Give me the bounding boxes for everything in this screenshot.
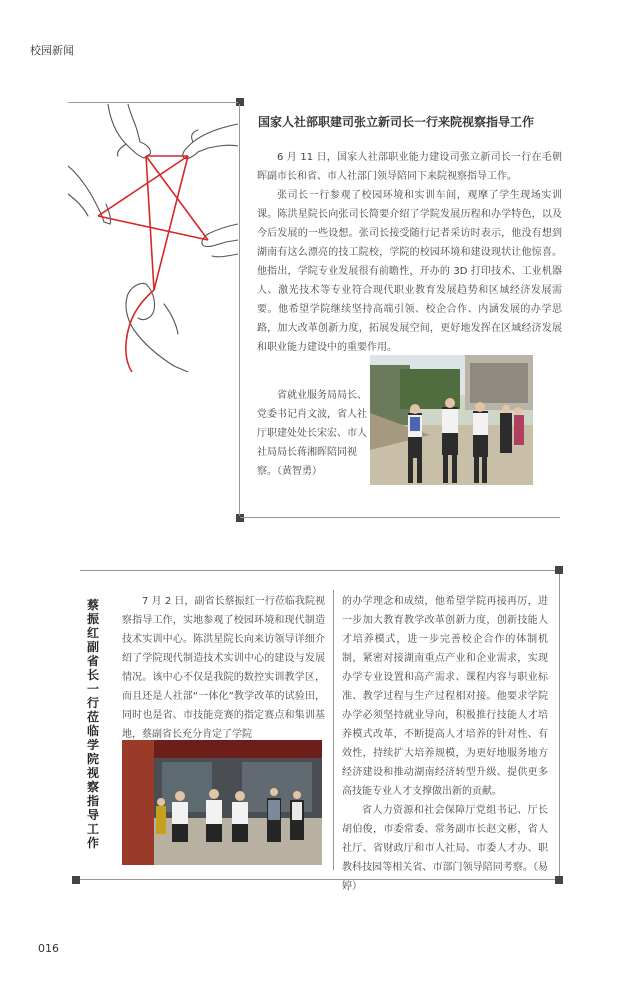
corner-marker (555, 876, 563, 884)
inspection-photo-2 (122, 740, 322, 865)
frame-line (80, 570, 555, 571)
article2-left-column (122, 592, 325, 744)
article2-paragraph: 省人力资源和社会保障厅党组书记、厅长胡伯俊，市委常委、常务副市长赵文彬，省人社厅、省财政厅和市人社局、市委人才办、职教科技园等相关省、市部门领导陪同考察。（易婷） (342, 805, 548, 892)
frame-line (559, 574, 560, 876)
corner-marker (72, 876, 80, 884)
column-divider (333, 590, 334, 870)
page-number: 016 (38, 942, 59, 955)
corner-marker (236, 514, 244, 522)
corner-marker (555, 566, 563, 574)
article1-paragraph: 省就业服务局局长、党委书记肖文波，省人社厅职建处处长宋宏、市人社局局长蒋湘晖陪同视察。（黄智勇） (257, 390, 367, 477)
article1-byline (257, 386, 367, 481)
article2-paragraph: 的办学理念和成绩，他希望学院再接再厉，进一步加大教育教学改革创新力度，创新技能人才培养模式，进一步完善校企合作的体制机制，紧密对接湖南重点产业和企业需求，实现办学专业设置和高产需求、课程内容与职业标准、教学过程与生产过程相对接。他要求学院办学必须坚持就业导向，积极推行技能人才培养模式改革，不断提高人才培养的针对性、有效性，持续扩大培养规模，为更好地服务地方经济建设和推动湖南经济转型升级、提供更多高技能专业人才支撑做出新的贡献。 (342, 596, 548, 797)
article2-paragraph: 7 月 2 日，副省长蔡振红一行莅临我院视察指导工作，实地参观了校园环境和现代制造技术实训中心。陈洪星院长向来访领导详细介绍了学院现代制造技术实训中心的建设与发展情况。该中心不仅是我院的数控实训教学区，而且还是人社部“一体化”教学改革的试验田，同时也是省、市技能竞赛的指定赛点和集训基地，蔡副省长充分肯定了学院 (122, 596, 325, 740)
frame-line (68, 102, 238, 103)
section-label: 校园新闻 (30, 44, 74, 57)
article1-body (257, 148, 562, 357)
article1-paragraph: 张司长一行参观了校园环境和实训车间，观摩了学生现场实训课。陈洪星院长向张司长简要介绍了学院发展历程和办学特色，以及今后发展的一些设想。张司长接受随行记者采访时表示，他没有想到湖南有这么漂亮的技工院校，学院的校园环境和建设现状让他惊喜。他指出，学院专业发展很有前瞻性，开办的 3D 打印技术、工业机器人、激光技术等专业符合现代职业教育发展趋势和区域经济发展需要。他希望学院继续坚持高端引领、校企合作、内涵发展的办学思路，加大改革创新力度，拓展发展空间，更好地发挥在区域经济发展和职业能力建设中的重要作用。 (257, 190, 562, 353)
frame-line (239, 104, 240, 516)
frame-line (240, 517, 560, 518)
inspection-photo-1 (370, 355, 533, 485)
article1-title: 国家人社部职建司张立新司长一行来院视察指导工作 (258, 115, 535, 129)
hands-string-illustration (68, 104, 238, 372)
article1-paragraph: 6 月 11 日，国家人社部职业能力建设司张立新司长一行在毛朝晖副市长和省、市人社部门领导陪同下来院视察指导工作。 (257, 152, 562, 182)
article2-title: 蔡振红副省长一行莅临学院视察指导工作 (86, 598, 99, 850)
article2-right-column (342, 592, 548, 896)
